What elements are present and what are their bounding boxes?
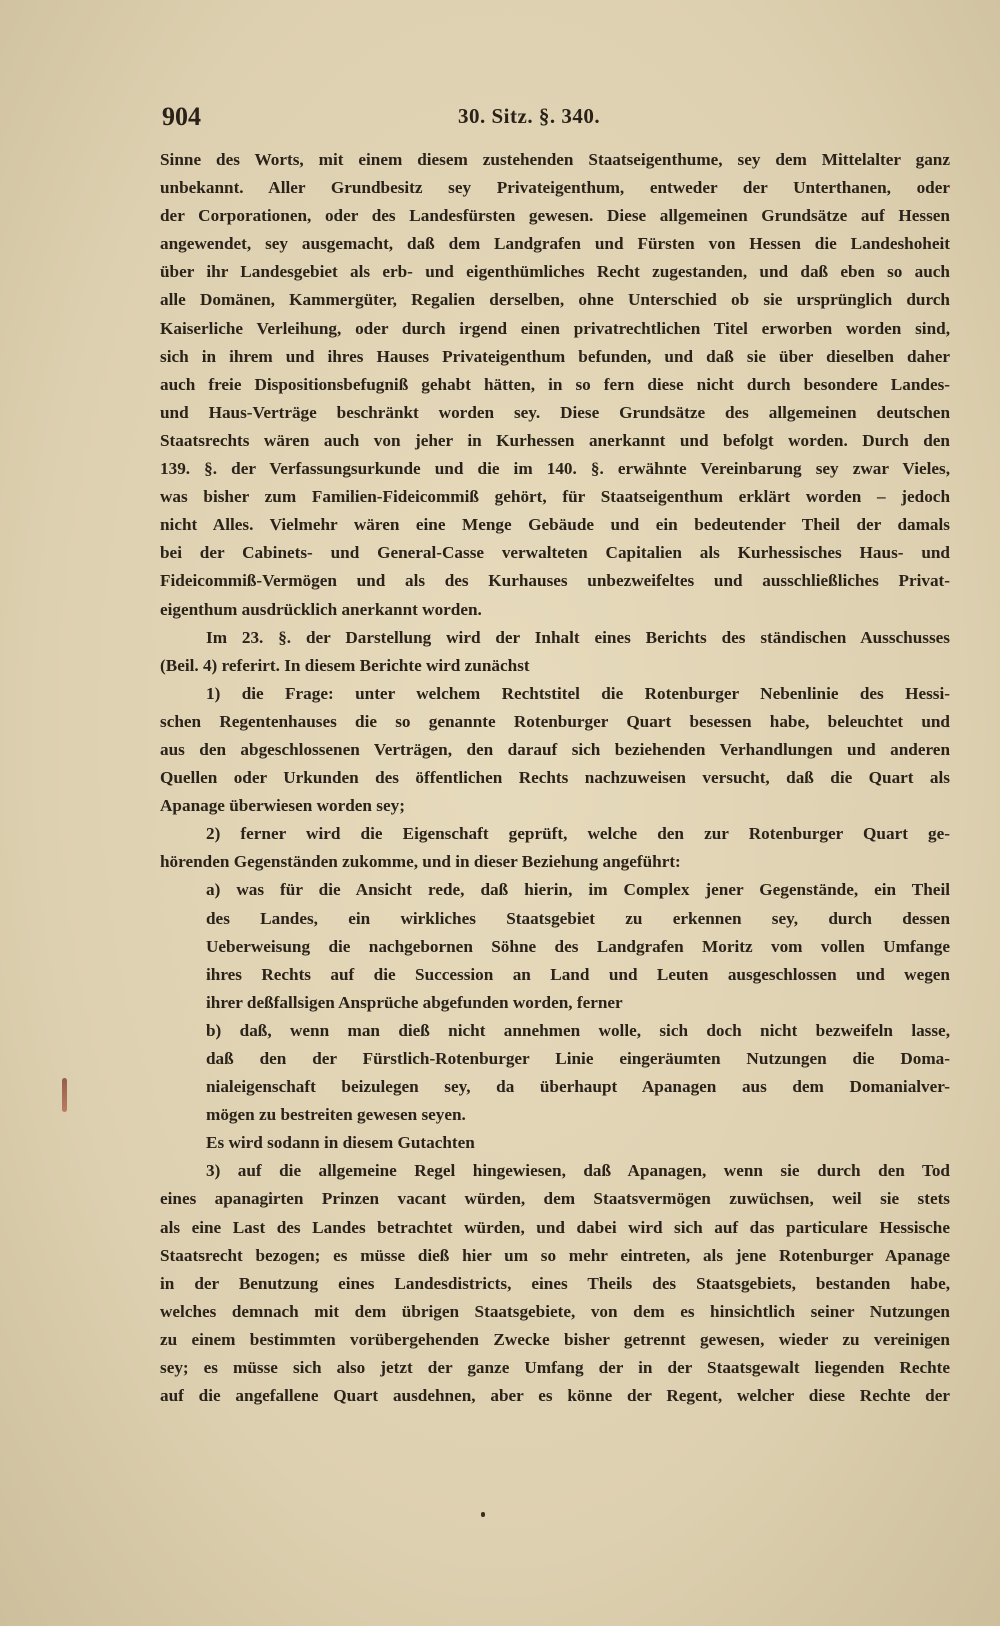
margin-stain: [62, 1078, 67, 1112]
text-line: (Beil. 4) referirt. In diesem Berichte wird zunächst: [160, 655, 530, 675]
text-line: Apanage überwiesen worden sey;: [160, 796, 405, 816]
text-line: daß den der Fürstlich-Rotenburger Linie eingeräumten Nutzungen die Doma-: [206, 1049, 950, 1068]
text-line: Sinne des Worts, mit einem diesem zustehenden Staatseigenthume, sey dem Mittelalter ganz: [160, 150, 950, 169]
page-header: [162, 102, 962, 134]
text-line: Staatsrechts wären auch von jeher in Kurhessen anerkannt und befolgt worden. Durch den: [160, 430, 950, 450]
text-line: unbekannt. Aller Grundbesitz sey Privateigenthum, entweder der Unterthanen, oder: [160, 178, 950, 198]
text-line: als eine Last des Landes betrachtet würden, und dabei wird sich auf das particulare Hessische: [160, 1217, 950, 1237]
text-line: Im 23. §. der Darstellung wird der Inhalt eines Berichts des ständischen Ausschusses: [206, 627, 950, 647]
text-line: Es wird sodann in diesem Gutachten: [206, 1133, 475, 1153]
text-line: Quellen oder Urkunden des öffentlichen Rechts nachzuweisen versucht, daß die Quart als: [160, 768, 950, 788]
sub-item-b: b) daß, wenn man dieß nicht annehmen wolle, sich doch nicht bezweifeln lasse,: [206, 1020, 950, 1040]
text-line: auf die angefallene Quart ausdehnen, aber es könne der Regent, welcher diese Rechte der: [160, 1386, 950, 1406]
list-item-1: 1) die Frage: unter welchem Rechtstitel die Rotenburger Nebenlinie des Hessi-: [206, 683, 950, 703]
text-line: sich in ihrem und ihres Hauses Privateigenthum befunden, und daß sie über dieselben daher: [160, 346, 950, 366]
text-line: schen Regentenhauses die so genannte Rotenburger Quart besessen habe, beleuchtet und: [160, 711, 950, 731]
text-line: angewendet, sey ausgemacht, daß dem Landgrafen und Fürsten von Hessen die Landeshoheit: [160, 234, 950, 254]
text-line: in der Benutzung eines Landesdistricts, eines Theils des Staatsgebiets, bestanden habe,: [160, 1273, 950, 1293]
text-line: Staatsrecht bezogen; es müsse dieß hier um so mehr eintreten, als jene Rotenburger Apanage: [160, 1245, 950, 1265]
text-line: nicht Alles. Vielmehr wären eine Menge Gebäude und ein bedeutender Theil der damals: [160, 515, 950, 535]
text-line: ihrer deßfallsigen Ansprüche abgefunden worden, ferner: [206, 992, 623, 1012]
text-line: der Corporationen, oder des Landesfürsten gewesen. Diese allgemeinen Grundsätze auf Hessen: [160, 206, 950, 226]
text-line: bei der Cabinets- und General-Casse verwalteten Capitalien als Kurhessisches Haus- und: [160, 543, 950, 563]
list-item-3: 3) auf die allgemeine Regel hingewiesen, daß Apanagen, wenn sie durch den Tod: [206, 1161, 950, 1181]
text-line: mögen zu bestreiten gewesen seyen.: [206, 1105, 466, 1125]
text-line: welches demnach mit dem übrigen Staatsgebiete, von dem es hinsichtlich seiner Nutzungen: [160, 1301, 950, 1321]
text-line: ihres Rechts auf die Succession an Land und Leuten ausgeschlossen und wegen: [206, 964, 950, 984]
text-line: aus den abgeschlossenen Verträgen, den darauf sich beziehenden Verhandlungen und anderen: [160, 739, 950, 759]
text-line: alle Domänen, Kammergüter, Regalien derselben, ohne Unterschied ob sie ursprünglich durch: [160, 290, 950, 310]
ink-speck: [481, 1512, 485, 1517]
text-line: 139. §. der Verfassungsurkunde und die im 140. §. erwähnte Vereinbarung sey zwar Vieles,: [160, 459, 950, 479]
page-number: 904: [162, 102, 201, 131]
text-line: des Landes, ein wirkliches Staatsgebiet zu erkennen sey, durch dessen: [206, 908, 950, 928]
text-line: sey; es müsse sich also jetzt der ganze Umfang der in der Staatsgewalt liegenden Rechte: [160, 1358, 950, 1378]
body-text: [160, 146, 950, 1410]
list-item-2: 2) ferner wird die Eigenschaft geprüft, welche den zur Rotenburger Quart ge-: [206, 824, 950, 844]
text-line: Ueberweisung die nachgebornen Söhne des Landgrafen Moritz vom vollen Umfange: [206, 936, 950, 956]
text-line: auch freie Dispositionsbefugniß gehabt hätten, in so fern diese nicht durch besondere Landes-: [160, 374, 950, 394]
text-line: nialeigenschaft beizulegen sey, da überhaupt Apanagen aus dem Domanialver-: [206, 1077, 950, 1097]
text-line: hörenden Gegenständen zukomme, und in dieser Beziehung angeführt:: [160, 852, 681, 872]
text-line: zu einem bestimmten vorübergehenden Zwecke bisher getrennt gewesen, wieder zu vereinigen: [160, 1329, 950, 1349]
text-line: Fideicommiß-Vermögen und als des Kurhauses unbezweifeltes und ausschließliches Privat-: [160, 571, 950, 591]
text-line: was bisher zum Familien-Fideicommiß gehört, für Staatseigenthum erklärt worden – jedoch: [160, 487, 950, 507]
text-line: eigenthum ausdrücklich anerkannt worden.: [160, 599, 482, 619]
sub-item-a: a) was für die Ansicht rede, daß hierin, im Complex jener Gegenstände, ein Theil: [206, 880, 950, 900]
text-line: eines apanagirten Prinzen vacant würden, dem Staatsvermögen zuwüchsen, weil sie stets: [160, 1189, 950, 1209]
text-line: Kaiserliche Verleihung, oder durch irgend einen privatrechtlichen Titel erworben worden sind,: [160, 318, 950, 338]
text-line: und Haus-Verträge beschränkt worden sey. Diese Grundsätze des allgemeinen deutschen: [160, 402, 950, 422]
text-line: über ihr Landesgebiet als erb- und eigenthümliches Recht zugestanden, und daß eben so auch: [160, 262, 950, 282]
running-head: 30. Sitz. §. 340.: [458, 104, 601, 128]
